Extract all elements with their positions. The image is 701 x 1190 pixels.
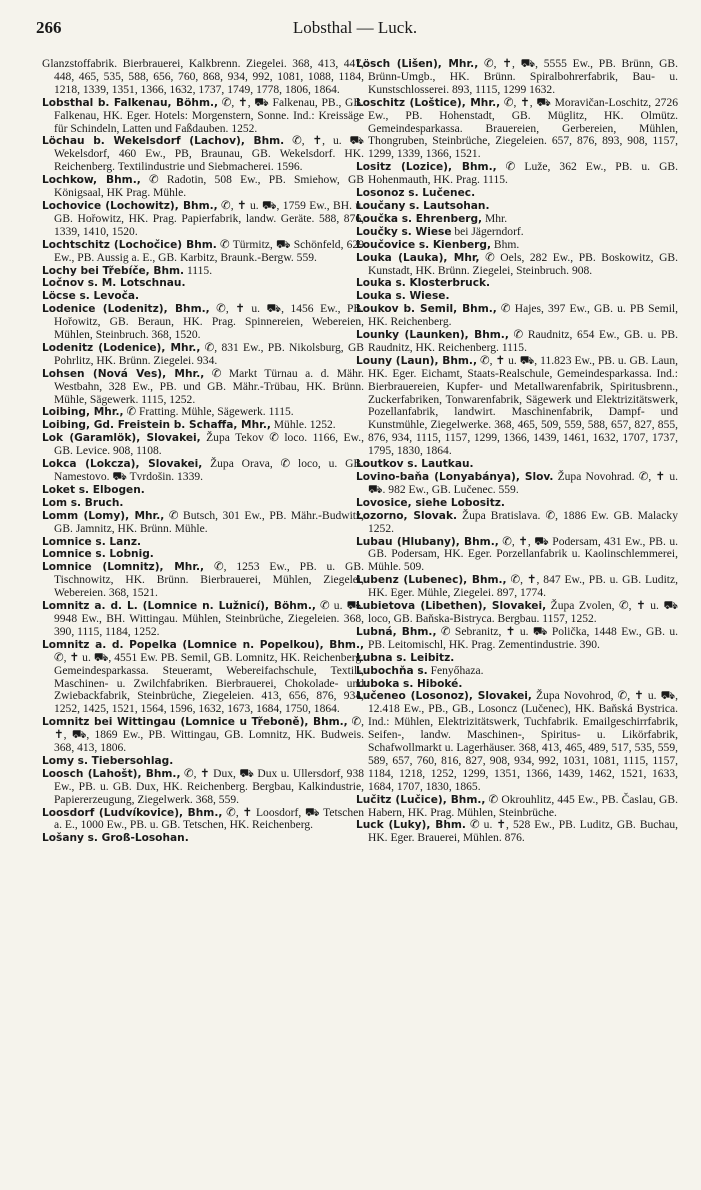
directory-entry [42,290,364,303]
directory-entry [42,600,364,639]
entry-text: ✆, ✝, ⛟ Falkenau, PB., GB. Falkenau, HK. Eger. Hotels: Morgenstern, Sonne. Ind.: Kreissäge für Schindeln, Latten und Faßdauben. 1252. [54,96,364,135]
directory-entry [356,161,678,187]
directory-entry [42,419,364,432]
entry-keyword: Lok (Garamlök), Slovakei, [42,432,201,445]
directory-entry [356,690,678,793]
directory-entry [42,639,364,716]
entry-text: ✆ u. ⛟. 9948 Ew., BH. Wittingau. Mühlen, Steinbrüche, Ziegeleien. 368, 390, 1115, 1184, 1252. [54,600,364,638]
directory-entry [356,329,678,355]
entry-text: ✆, ✝, ⛟ Moravičan-Loschitz, 2726 Ew., PB. Hohenstadt, GB. Müglitz, HK. Olmütz. Gemeindesparkassa. Brauereien, Gerbereien, Mühlen, Thongruben, Steinbrüche, Ziegeleien. 657, 876, 893, 908, 1157, 1299, 1339, 1366, 1521. [368,96,678,161]
entry-text: ✆, ✝ u. ⛟, 1456 Ew., PB. Hořowitz, GB. Beraun, HK. Prag. Spinnereien, Webereien, Mühlen, Steinbruch. 368, 1520. [54,303,364,342]
directory-entry [42,755,364,768]
entry-keyword: Lomnitz bei Wittingau (Lomnice u Třeboně), Bhm., [42,716,348,729]
directory-entry [42,497,364,510]
directory-entry [356,290,678,303]
directory-entry [356,277,678,290]
entry-text: ✆ u. ✝, 528 Ew., PB. Luditz, GB. Buchau, HK. Eger. Brauerei, Mühlen. 876. [368,819,678,845]
entry-keyword: Loučany s. Lautsohan. [356,199,490,212]
directory-entry [42,200,364,239]
entry-keyword: Lokca (Lokcza), Slovakei, [42,458,203,471]
page-number: 266 [36,18,62,37]
right-column [356,58,678,845]
page-header [30,14,680,42]
directory-entry [356,187,678,200]
entry-keyword: Louka s. Klosterbruck. [356,277,491,290]
entry-keyword: Löchau b. Wekelsdorf (Lachov), Bhm. [42,135,285,148]
entry-keyword: Loutkov s. Lautkau. [356,458,474,471]
entry-keyword: Loket s. Elbogen. [42,483,145,496]
entry-text: ✆, ✝ u. ⛟, 11.823 Ew., PB. u. GB. Laun, HK. Eger. Eichamt, Staats-Realschule, Gemeindesparkassa. Ind.: Bierbrauereien, Kupfer- und Metallwarenfabrik, Spiritusbrenn., Zuckerfabriken, Tonwarenfabrik, Sägewerk und Elektrizitätswerk, Pozellanfabrik, landwirt. Maschinenfabrik, Dampf- und Kunstmühle, Ziegelwerke. 368, 465, 509, 559, 588, 657, 827, 855, 876, 934, 1115, 1157, 1299, 1366, 1439, 1461, 1632, 1707, 1737, 1795, 1830, 1864. [368,354,678,458]
directory-entry [42,368,364,407]
entry-text: ✆, 831 Ew., PB. Nikolsburg, GB Pohrlitz, HK. Brünn. Ziegelei. 934. [54,341,364,367]
entry-keyword: Lubná, Bhm., [356,625,437,638]
directory-entry [356,458,678,471]
entry-keyword: Lomnice s. Lanz. [42,535,142,548]
directory-entry [356,626,678,652]
entry-keyword: Lomnice (Lomnitz), Mhr., [42,561,205,574]
entry-text: Bhm. [491,238,520,251]
directory-entry [356,652,678,665]
directory-entry [356,303,678,329]
entry-keyword: Loučky s. Wiese [356,225,452,238]
entry-text: Župa Orava, ✆ loco, u. GB. Namestovo. ⛟ Tvrdošin. 1339. [54,458,364,483]
entry-keyword: Lochy bei Třebíče, Bhm. [42,264,185,277]
directory-entry [42,239,364,265]
entry-text: ✆ Luže, 362 Ew., PB. u. GB. Hohenmauth, HK. Prag. 1115. [368,161,678,187]
entry-keyword: Lohsen (Nová Ves), Mhr., [42,367,205,380]
directory-entry [356,536,678,575]
entry-keyword: Lubochňa s. [356,664,428,677]
entry-text: ✆, ✝ u. ⛟, 4551 Ew. PB. Semil, GB. Lomnitz, HK. Reichenberg. Gemeindesparkassa. Steueramt, Webereifachschule, Textil-, Maschinen- u. Zwilchfabriken. Bierbrauerei, Chokolade- und Zwiebackfabrik, Steinbrüche, Ziegeleien. 413, 656, 876, 934, 1252, 1425, 1521, 1564, 1596, 1632, 1673, 1684, 1750, 1864. [54,651,364,716]
entry-text: ✆ Markt Türnau a. d. Mähr. Westbahn, 328 Ew., PB. und GB. Mähr.-Trübau, HK. Brünn. Mühle, Sägewerk. 1115, 1252. [54,367,364,406]
entry-text: Glanzstoffabrik. Bierbrauerei, Kalkbrenn. Ziegelei. 368, 413, 447, 448, 465, 535, 588, 656, 760, 868, 934, 992, 1081, 1088, 1184, 1218, 1339, 1351, 1366, 1632, 1737, 1749, 1778, 1806, 1864. [42,58,364,96]
entry-text: Župa Tekov ✆ loco. 1166, Ew., GB. Levice. 908, 1108. [54,432,364,458]
entry-text: Mhr. [482,212,508,225]
directory-entry [356,200,678,213]
directory-entry [356,497,678,510]
entry-text: Župa Novohrad. ✆, ✝ u. ⛟. 982 Ew., GB. Lučenec. 559. [368,471,678,496]
entry-keyword: Lobsthal b. Falkenau, Böhm., [42,96,219,109]
entry-keyword: Löcse s. Levoča. [42,290,140,303]
entry-text: ✆ Oels, 282 Ew., PB. Boskowitz, GB. Kunstadt, HK. Brünn. Ziegelei, Steinbruch. 908. [368,251,678,277]
entry-keyword: Lučitz (Lučice), Bhm., [356,793,486,806]
entry-keyword: Lomnitz a. d. Popelka (Lomnice n. Popelkou), Bhm., [42,638,364,651]
entry-text: ✆, ✝, ⛟, 5555 Ew., PB. Brünn, GB. Brünn-Umgb., HK. Brünn. Spiralbohrerfabrik, Bau- u. Kunstschlosserei. 893, 1115, 1299 1632. [368,58,678,96]
entry-text: bei Jägerndorf. [451,225,524,238]
directory-entry [356,97,678,162]
entry-keyword: Lochkow, Bhm., [42,174,141,187]
entry-keyword: Lomnitz a. d. L. (Lomnice n. Lužnicí), Böhm., [42,600,316,613]
entry-text: ✆, ✝ Loosdorf, ⛟ Tetschen a. E., 1000 Ew., PB. u. GB. Tetschen, HK. Reichenberg. [54,806,364,832]
directory-entry [356,574,678,600]
entry-keyword: Louny (Laun), Bhm., [356,354,477,367]
directory-entry [356,794,678,820]
entry-text: 1115. [184,264,213,277]
entry-keyword: Loibing, Gd. Freistein b. Schaffa, Mhr., [42,419,271,432]
entry-text: ✆, ✝, ⛟ Podersam, 431 Ew., PB. u. GB. Podersam, HK. Eger. Porzellanfabrik u. Kaolinschlemmerei, Mühle. 509. [368,535,679,574]
entry-keyword: Luck (Luky), Bhm. [356,819,466,832]
entry-keyword: Louka s. Wiese. [356,290,450,303]
directory-entry [42,768,364,807]
directory-entry [42,548,364,561]
directory-entry [42,484,364,497]
directory-entry [356,819,678,845]
entry-keyword: Lovosice, siehe Lobositz. [356,496,505,509]
directory-entry [42,303,364,342]
directory-entry [356,665,678,678]
entry-keyword: Loibing, Mhr., [42,406,124,419]
entry-keyword: Losonoz s. Lučenec. [356,187,476,200]
entry-text: Fenyőhaza. [427,664,484,677]
directory-entry [42,265,364,278]
directory-entry [42,342,364,368]
directory-entry [42,536,364,549]
left-column [42,58,364,845]
entry-text: ✆ Türmitz, ⛟ Schönfeld, 629 Ew., PB. Aussig a. E., GB. Karbitz, Braunk.-Bergw. 559. [54,238,364,264]
entry-keyword: Lounky (Launken), Bhm., [356,329,509,342]
directory-entry [356,213,678,226]
entry-keyword: Lošany s. Groß-Losohan. [42,832,189,845]
directory-entry [42,807,364,833]
page-title: Lobsthal — Luck. [292,18,418,37]
entry-text: ✆, ✝ u. ⛟, 1759 Ew., BH. u. GB. Hořowitz, HK. Prag. Papierfabrik, landw. Geräte. 588, 876, 1339, 1410, 1520. [54,199,364,238]
entry-keyword: Lovino-baňa (Lonyabánya), Slov. [356,471,554,483]
entry-keyword: Loosch (Lahošt), Bhm., [42,767,181,780]
entry-keyword: Lochovice (Lochowitz), Bhm., [42,199,218,212]
entry-keyword: Lom s. Bruch. [42,496,124,509]
directory-entry [42,406,364,419]
directory-entry [42,716,364,755]
entry-text: ✆, ✝, ⛟, 1869 Ew., PB. Wittingau, GB. Lomnitz, HK. Budweis. 368, 413, 1806. [54,716,364,755]
entry-keyword: Luboka s. Hiboké. [356,677,463,690]
directory-entry [42,97,364,136]
entry-keyword: Loosdorf (Ludvíkovice), Bhm., [42,806,223,819]
entry-text: Župa Bratislava. ✆, 1886 Ew. GB. Malacky 1252. [368,509,678,535]
directory-entry [356,355,678,458]
entry-keyword: Ločnov s. M. Lotschnau. [42,277,186,290]
entry-text: Župa Zvolen, ✆, ✝ u. ⛟ loco, GB. Baňska-Bistryca. Bergbau. 1157, 1252. [368,600,678,625]
directory-entry [42,174,364,200]
entry-keyword: Loučka s. Ehrenberg, [356,212,483,225]
entry-keyword: Lubau (Hlubany), Bhm., [356,535,499,548]
directory-entry [42,277,364,290]
entry-keyword: Lubietova (Libethen), Slovakei, [356,600,547,613]
directory-entry [356,600,678,626]
entry-text: ✆ Raudnitz, 654 Ew., GB. u. PB. Raudnitz, HK. Reichenberg. 1115. [368,329,678,354]
entry-text: Mühle. 1252. [270,419,336,432]
entry-text: ✆, ✝, u. ⛟ Wekelsdorf, 460 Ew., PB, Braunau, GB. Wekelsdorf. HK. Reichenberg. Textilindustrie und Siebmacherei. 1596. [54,135,364,174]
entry-text: ✆ Butsch, 301 Ew., PB. Mähr.-Budwitz, GB. Jamnitz, HK. Brünn. Mühle. [54,509,365,535]
directory-entry [356,58,678,97]
directory-entry [42,832,364,845]
entry-text: ✆ Sebranitz, ✝ u. ⛟ Polička, 1448 Ew., GB. u. PB. Leitomischl, HK. Prag. Zementindustrie. 390. [368,625,678,651]
entry-text: ✆ Fratting. Mühle, Sägewerk. 1115. [123,406,294,419]
directory-entry [42,432,364,458]
entry-keyword: Lomy s. Tiebersohlag. [42,754,174,767]
entry-keyword: Lodenitz (Lodenice), Mhr., [42,341,201,354]
entry-keyword: Loučovice s. Kienberg, [356,238,492,251]
entry-keyword: Loukov b. Semil, Bhm., [356,303,497,316]
directory-entry [356,510,678,536]
entry-text: ✆, ✝ Dux, ⛟ Dux u. Ullersdorf, 938 Ew., PB. u. GB. Dux, HK. Reichenberg. Bergbau, Kalkindustrie, Papiererzeugung, Ziegelwerk. 368, 559. [54,767,364,806]
entry-keyword: Lubna s. Leibitz. [356,651,455,664]
directory-entry [356,471,678,497]
entry-keyword: Lochtschitz (Lochočice) Bhm. [42,238,217,251]
directory-entry [356,226,678,239]
directory-entry [42,458,364,484]
entry-keyword: Lomm (Lomy), Mhr., [42,509,165,522]
entry-text: ✆, ✝, 847 Ew., PB. u. GB. Luditz, HK. Eger. Mühle, Ziegelei. 897, 1774. [368,574,678,600]
entry-keyword: Lubenz (Lubenec), Bhm., [356,574,507,587]
directory-entry [356,678,678,691]
directory-entry [356,252,678,278]
entry-keyword: Louka (Lauka), Mhr, [356,251,480,264]
entry-keyword: Loschitz (Loštice), Mhr., [356,96,501,109]
entry-keyword: Lodenice (Lodenitz), Bhm., [42,303,210,316]
entry-text: ✆ Okrouhlitz, 445 Ew., PB. Časlau, GB. Habern, HK. Prag. Mühlen, Steinbrüche. [368,793,678,819]
entry-keyword: Lomnice s. Lobnig. [42,548,154,561]
directory-entry [42,58,364,97]
entry-text: ✆ Hajes, 397 Ew., GB. u. PB Semil, HK. Reichenberg. [368,303,678,329]
directory-entry [42,135,364,174]
entry-text: ✆, 1253 Ew., PB. u. GB. Tischnowitz, HK. Brünn. Bierbrauerei, Mühlen, Ziegelei, Webereien. 368, 1521. [54,561,364,600]
directory-entry [356,239,678,252]
entry-keyword: Lösch (Lišen), Mhr., [356,58,479,70]
entry-keyword: Lositz (Lozice), Bhm., [356,161,497,174]
entry-keyword: Lučeneo (Losonoz), Slovakei, [356,690,532,703]
directory-entry [42,510,364,536]
entry-text: ✆ Radotin, 508 Ew., PB. Smiehow, GB Königsaal, HK Prag. Mühle. [54,174,364,200]
entry-text: Župa Novohrod, ✆, ✝ u. ⛟, 12.418 Ew., PB., GB., Losoncz (Lučenec), HK. Baňská Bystrica. Ind.: Mühlen, Elektrizitätswerk, Tuchfabrik. Emailgeschirrfabrik, Seifen-, landw. Maschinen-, Spiritus- u. Likörfabrik, Schafwollmarkt u. Lagerhäuser. 368, 413, 465, 489, 517, 535, 559, 589, 657, 760, 816, 827, 908, 934, 992, 1031, 1081, 1115, 1157, 1184, 1218, 1252, 1299, 1351, 1366, 1439, 1462, 1521, 1633, 1684, 1707, 1830, 1865. [368,690,678,793]
entry-keyword: Lozorno, Slovak. [356,509,458,522]
directory-entry [42,561,364,600]
